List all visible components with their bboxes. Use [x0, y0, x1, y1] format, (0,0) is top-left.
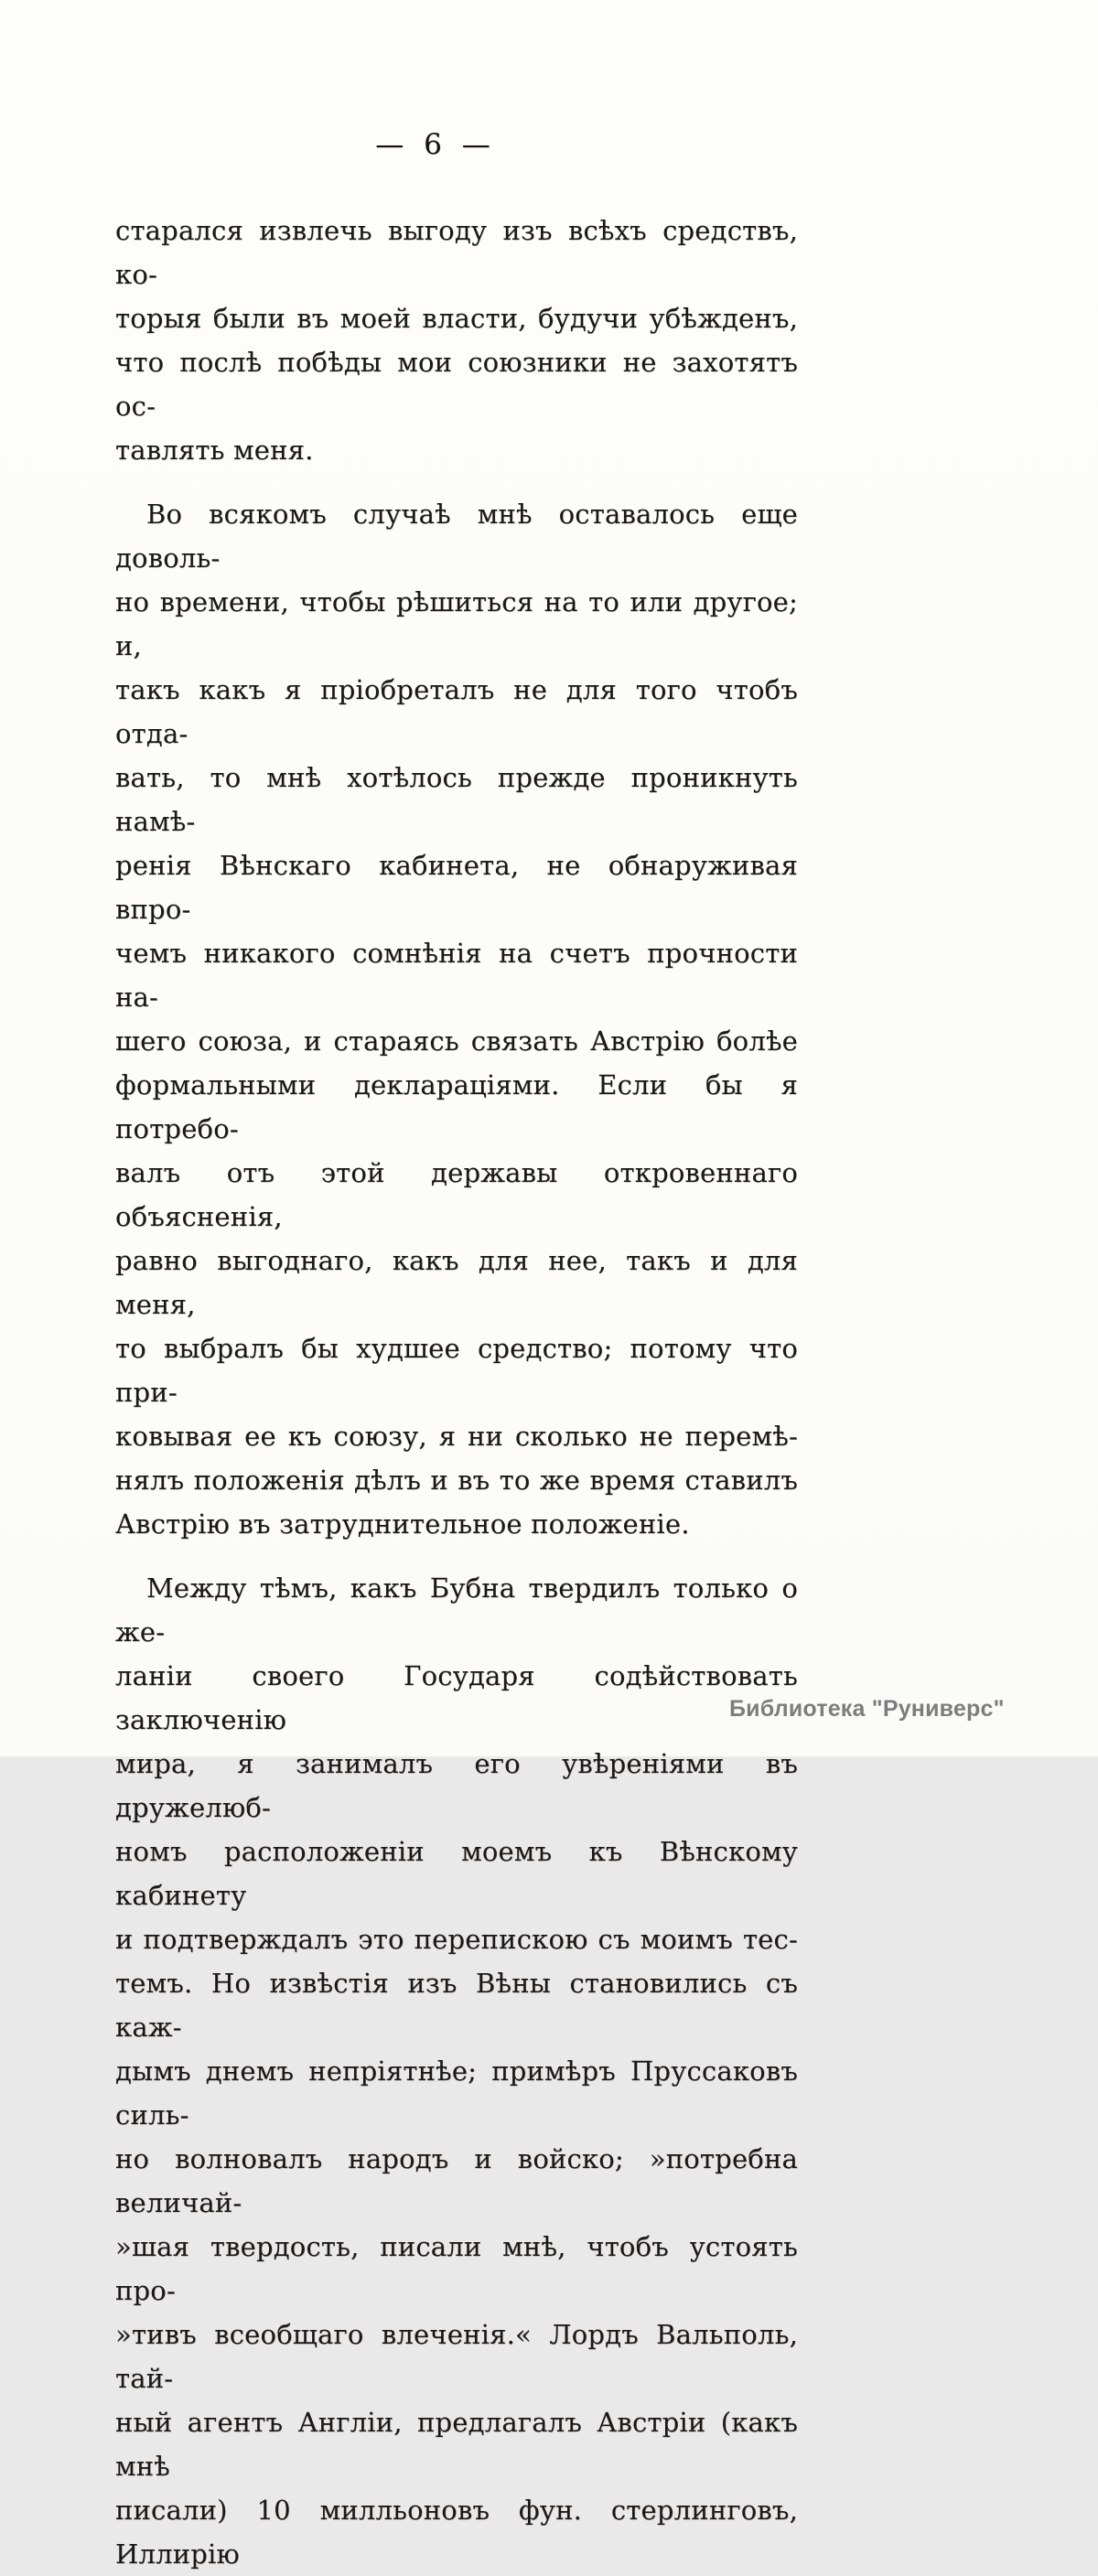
text-line: Австрію въ затруднительное положеніе. — [115, 1508, 690, 1540]
text-line: темъ. Но извѣстія изъ Вѣны становились съ каж- — [115, 1968, 798, 2043]
text-line: номъ расположеніи моемъ къ Вѣнскому кабинету — [115, 1836, 798, 1911]
text-line: ный агентъ Англіи, предлагалъ Австріи (какъ мнѣ — [115, 2407, 798, 2482]
text-line: »тивъ всеобщаго влеченія.« Лордъ Вальполь, тай- — [115, 2319, 798, 2394]
text-line: ренія Вѣнскаго кабинета, не обнаруживая впро- — [115, 850, 798, 925]
text-line: ланіи своего Государя содѣйствовать заключенію — [115, 1660, 798, 1735]
text-line: дымъ днемъ непріятнѣе; примѣръ Пруссаковъ силь- — [115, 2055, 798, 2131]
text-line: валъ отъ этой державы откровеннаго объясненія, — [115, 1157, 798, 1232]
paragraph — [115, 492, 798, 1546]
text-line: формальными деклараціями. Если бы я потребо- — [115, 1069, 798, 1144]
text-line: шего союза, и стараясь связать Австрію болѣе — [115, 1025, 798, 1057]
text-line: равно выгоднаго, какъ для нее, такъ и для меня, — [115, 1245, 798, 1320]
text-line: »шая твердость, писали мнѣ, чтобъ устоять про- — [115, 2231, 798, 2306]
text-line: ковывая ее къ союзу, я ни сколько не перемѣ- — [115, 1421, 798, 1452]
text-line: мира, я занималъ его увѣреніями въ дружелюб- — [115, 1748, 798, 1823]
text-line: писали) 10 милльоновъ фун. стерлинговъ, Иллирію — [115, 2495, 798, 2570]
text-line: нялъ положенія дѣлъ и въ то же время ставилъ — [115, 1465, 798, 1496]
text-line: такъ какъ я пріобреталъ не для того чтобъ отда- — [115, 674, 798, 749]
text-line: торыя были въ моей власти, будучи убѣжденъ, — [115, 303, 798, 334]
text-line: тавлять меня. — [115, 435, 314, 466]
text-line: но времени, чтобы рѣшиться на то или другое; и, — [115, 586, 798, 661]
text-line: что послѣ побѣды мои союзники не захотятъ ос- — [115, 347, 798, 422]
text-line: Во всякомъ случаѣ мнѣ оставалось еще доволь- — [115, 499, 798, 574]
library-watermark: Библиотека "Руниверс" — [729, 1696, 1005, 1722]
text-line: и подтверждалъ это перепискою съ моимъ тес- — [115, 1924, 798, 1955]
text-line: чемъ никакого сомнѣнія на счетъ прочности на- — [115, 938, 798, 1013]
page-text — [115, 209, 798, 2576]
text-line: вать, то мнѣ хотѣлось прежде проникнуть намѣ- — [115, 762, 798, 837]
text-line: старался извлечь выгоду изъ всѣхъ средствъ, ко- — [115, 215, 798, 290]
text-line: то выбралъ бы худшее средство; потому что при- — [115, 1333, 798, 1408]
paragraph — [115, 1566, 798, 2576]
text-line: Между тѣмъ, какъ Бубна твердилъ только о же- — [115, 1572, 798, 1648]
page-number: — 6 — — [375, 128, 496, 161]
text-line: но волновалъ народъ и войско; »потребна величай- — [115, 2143, 798, 2218]
paragraph — [115, 209, 798, 472]
